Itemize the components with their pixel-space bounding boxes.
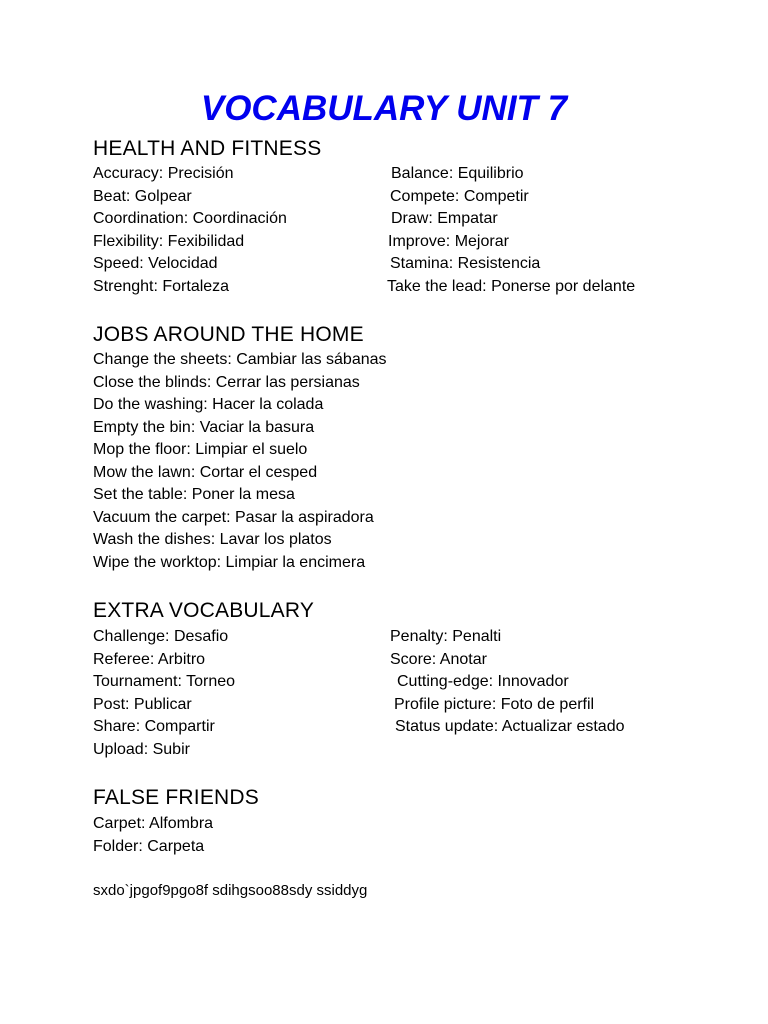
list-item: [93, 694, 595, 717]
section-heading-health: HEALTH AND FITNESS: [93, 137, 322, 160]
list-item: [93, 739, 235, 762]
list-item: Change the sheets: Cambiar las sábanas: [93, 351, 387, 368]
vocab-term: Beat: Golpear: [93, 187, 192, 205]
list-item: Close the blinds: Cerrar las persianas: [93, 373, 360, 391]
list-item: Wash the dishes: Lavar los platos: [93, 531, 332, 548]
vocab-term: Strenght: Fortaleza: [93, 277, 230, 295]
list-item: [93, 671, 569, 694]
scribble-note: sxdo`jpgof9pgo8f sdihgsoo88sdy ssiddyg: [93, 882, 368, 899]
vocab-term: Post: Publicar: [93, 695, 192, 713]
vocab-term: Accuracy: Precisión: [93, 165, 234, 182]
section-heading-false-friends: FALSE FRIENDS: [93, 786, 259, 809]
vocab-term: Balance: Equilibrio: [391, 165, 524, 182]
vocab-term: Improve: Mejorar: [388, 232, 509, 250]
section-heading-jobs: JOBS AROUND THE HOME: [93, 323, 364, 346]
section-heading-extra: EXTRA VOCABULARY: [93, 599, 315, 622]
vocab-term: Tournament: Torneo: [93, 673, 236, 690]
list-item: [93, 208, 498, 231]
vocab-term: Status update: Actualizar estado: [395, 718, 625, 735]
false-friends-list: [93, 813, 213, 858]
vocab-term: Coordination: Coordinación: [93, 210, 287, 227]
vocab-term: Profile picture: Foto de perfil: [394, 695, 595, 713]
vocab-term: Share: Compartir: [93, 718, 215, 735]
vocab-term: Challenge: Desafio: [93, 628, 229, 645]
vocab-term: Take the lead: Ponerse por delante: [387, 277, 636, 295]
list-item: [93, 253, 541, 276]
list-item: [93, 649, 487, 672]
list-item: [93, 163, 524, 186]
list-item: Vacuum the carpet: Pasar la aspiradora: [93, 508, 374, 526]
vocab-term: Compete: Competir: [390, 187, 529, 205]
extra-vocab-list: [93, 626, 625, 761]
list-item: [93, 231, 509, 254]
vocab-term: Flexibility: Fexibilidad: [93, 232, 245, 250]
jobs-vocab-list: [93, 349, 387, 574]
list-item: Do the washing: Hacer la colada: [93, 396, 324, 413]
page-title: VOCABULARY UNIT 7: [200, 89, 568, 128]
list-item: [93, 626, 502, 649]
health-vocab-list: [93, 163, 636, 298]
vocab-term: Referee: Arbitro: [93, 650, 206, 668]
vocab-term: Penalty: Penalti: [390, 628, 502, 645]
vocab-term: Draw: Empatar: [391, 210, 498, 227]
list-item: Folder: Carpeta: [93, 837, 205, 855]
list-item: Mow the lawn: Cortar el cesped: [93, 463, 318, 481]
list-item: Set the table: Poner la mesa: [93, 486, 295, 503]
list-item: [93, 186, 529, 209]
list-item: Wipe the worktop: Limpiar la encimera: [93, 553, 366, 571]
vocab-term: Upload: Subir: [93, 740, 190, 758]
list-item: Empty the bin: Vaciar la basura: [93, 418, 315, 436]
list-item: [93, 276, 636, 299]
list-item: [93, 716, 625, 739]
vocab-term: Stamina: Resistencia: [390, 255, 541, 272]
list-item: Carpet: Alfombra: [93, 815, 214, 832]
list-item: Mop the floor: Limpiar el suelo: [93, 441, 308, 458]
vocab-term: Speed: Velocidad: [93, 255, 218, 272]
vocab-term: Cutting-edge: Innovador: [397, 673, 569, 690]
vocab-term: Score: Anotar: [390, 650, 487, 668]
